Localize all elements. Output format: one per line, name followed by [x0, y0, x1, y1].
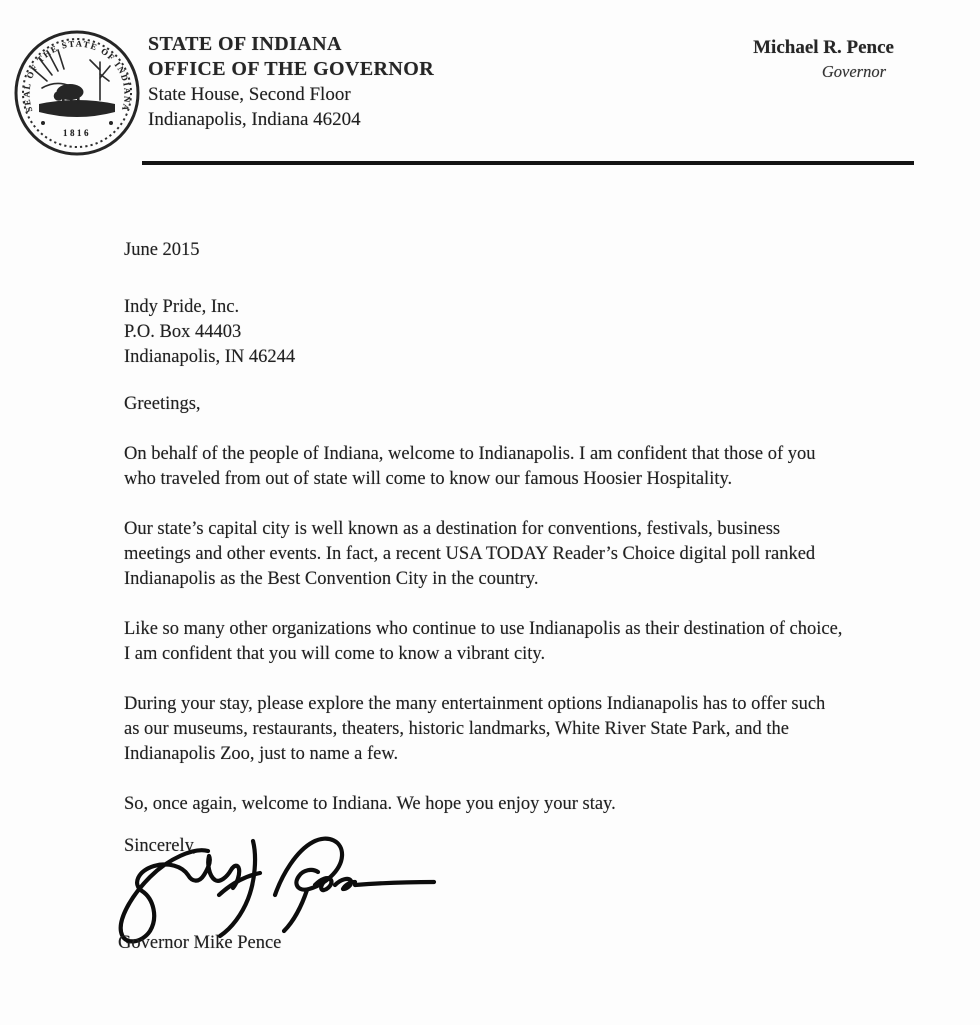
office-address-block: [148, 32, 434, 132]
letter-body: [124, 238, 944, 859]
paragraph-2-line-1: Our state’s capital city is well known as a destination for conventions, festivals, business: [124, 519, 781, 539]
governor-name: Michael R. Pence: [753, 37, 894, 58]
office-line-city: Indianapolis, Indiana 46204: [148, 109, 361, 130]
paragraph-1-line-1: On behalf of the people of Indiana, welcome to Indianapolis. I am confident that those of you: [124, 444, 816, 464]
paragraph-4-line-2: as our museums, restaurants, theaters, historic landmarks, White River State Park, and the: [124, 719, 789, 739]
paragraph-3-line-2: I am confident that you will come to know a vibrant city.: [124, 644, 546, 664]
governor-name-block: [753, 36, 894, 84]
valediction: Sincerely,: [124, 836, 198, 856]
office-line-office: OFFICE OF THE GOVERNOR: [148, 58, 435, 80]
paragraph-1: [124, 442, 944, 492]
signature-name: Governor Mike Pence: [118, 933, 282, 953]
recipient-po-box: P.O. Box 44403: [124, 322, 242, 342]
office-line-street: State House, Second Floor: [148, 84, 351, 105]
indiana-state-seal-icon: [12, 26, 142, 160]
closing-line: So, once again, welcome to Indiana. We hope you enjoy your stay.: [124, 794, 616, 814]
office-line-state: STATE OF INDIANA: [148, 33, 342, 55]
paragraph-2-line-3: Indianapolis as the Best Convention City in the country.: [124, 569, 539, 589]
letter-date: June 2015: [124, 240, 200, 260]
governor-title: Governor: [821, 62, 886, 81]
paragraph-2: [124, 517, 944, 592]
recipient-city: Indianapolis, IN 46244: [124, 347, 296, 367]
recipient-name: Indy Pride, Inc.: [124, 297, 240, 317]
seal-year: 1816: [63, 128, 91, 138]
paragraph-4-line-1: During your stay, please explore the many entertainment options Indianapolis has to offer such: [124, 694, 826, 714]
recipient-address-block: [124, 295, 944, 370]
salutation: Greetings,: [124, 394, 201, 414]
seal-ring-text: SEAL OF THE STATE OF INDIANA: [21, 38, 133, 114]
paragraph-4-line-3: Indianapolis Zoo, just to name a few.: [124, 744, 399, 764]
paragraph-3-line-1: Like so many other organizations who continue to use Indianapolis as their destination of choice,: [124, 619, 843, 639]
paragraph-1-line-2: who traveled from out of state will come to know our famous Hoosier Hospitality.: [124, 469, 733, 489]
paragraph-3: [124, 617, 944, 667]
letterhead-divider: [142, 161, 914, 165]
paragraph-4: [124, 692, 944, 767]
paragraph-2-line-2: meetings and other events. In fact, a recent USA TODAY Reader’s Choice digital poll ranked: [124, 544, 816, 564]
